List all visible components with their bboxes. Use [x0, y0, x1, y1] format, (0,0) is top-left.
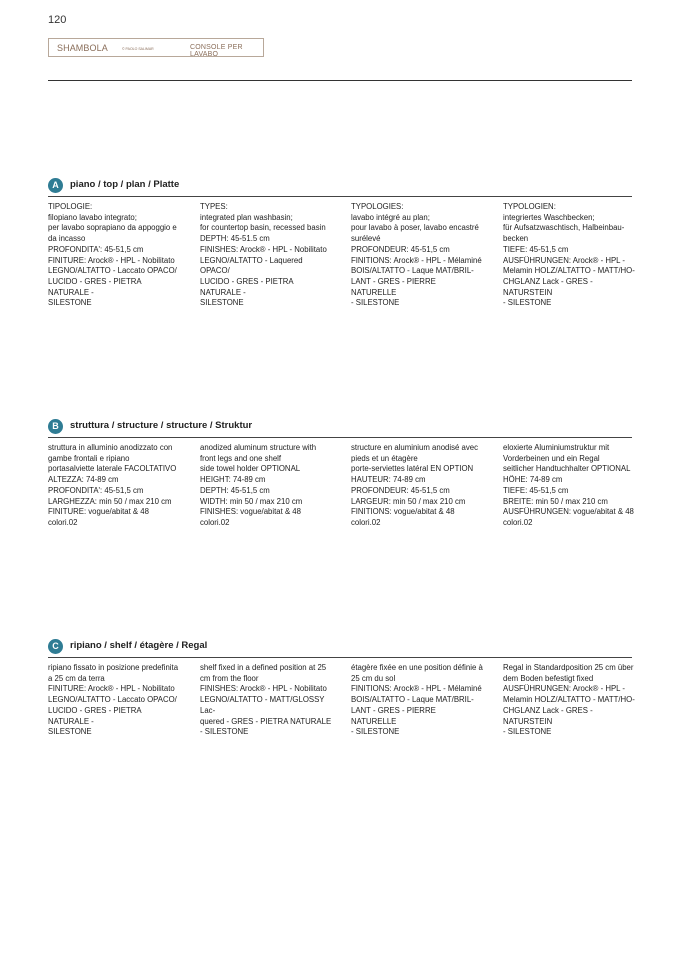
- column-english: TYPES: integrated plan washbasin; for countertop basin, recessed basin DEPTH: 45-51.5 cm FINISHES: Arock® - HPL - Nobilitato LEGNO/ALTATTO - Laquered OPACO/ LUCIDO - GRES - PIETRA NATURALE - SILESTONE: [200, 202, 327, 308]
- column-german: eloxierte Aluminiumstruktur mit Vorderbeinen und ein Regal seitlicher Handtuchhalter OPTIONAL HÖHE: 74-89 cm TIEFE: 45-51,5 cm BREITE: min 50 / max 210 cm AUSFÜHRUNGEN: vogue/abitat & 48 colori.02: [503, 443, 634, 527]
- section-badge: B: [48, 419, 63, 434]
- column-italian: TIPOLOGIE: filopiano lavabo integrato; per lavabo soprapiano da appoggio e da incasso PROFONDITA': 45-51,5 cm FINITURE: Arock® - HPL - Nobilitato LEGNO/ALTATTO - Laccato OPACO/ LUCIDO - GRES - PIETRA NATURALE - SILESTONE: [48, 202, 177, 308]
- section-title: struttura / structure / structure / Struktur: [70, 420, 253, 431]
- column-english: anodized aluminum structure with front legs and one shelf side towel holder OPTIONAL HEIGHT: 74-89 cm DEPTH: 45-51,5 cm WIDTH: min 50 / max 210 cm FINISHES: vogue/abitat & 48 colori.02: [200, 443, 317, 527]
- column-german: TYPOLOGIEN: integriertes Waschbecken; für Aufsatzwaschtisch, Halbeinbau- becken TIEFE: 45-51,5 cm AUSFÜHRUNGEN: Arock® - HPL - Melamin HOLZ/ALTATTO - MATT/HO- CHGLANZ Lack - GRES - NATURSTEIN - SILESTONE: [503, 202, 635, 308]
- column-french: structure en aluminium anodisé avec pieds et un étagère porte-serviettes latéral EN OPTION HAUTEUR: 74-89 cm PROFONDEUR: 45-51,5 cm LARGEUR: min 50 / max 210 cm FINITIONS: vogue/abitat & 48 colori.02: [351, 443, 478, 527]
- column-french: étagère fixée en une position définie à 25 cm du sol FINITIONS: Arock® - HPL - Mélaminé BOIS/ALTATTO - Laque MAT/BRIL- LANT - GRES - PIERRE NATURELLE - SILESTONE: [351, 663, 483, 737]
- section-divider: [48, 196, 632, 197]
- page-number: 120: [48, 14, 67, 26]
- section-header: [48, 178, 632, 194]
- column-italian: ripiano fissato in posizione predefinita a 25 cm da terra FINITURE: Arock® - HPL - Nobilitato LEGNO/ALTATTO - Laccato OPACO/ LUCIDO - GRES - PIETRA NATURALE - SILESTONE: [48, 663, 179, 737]
- section-title: ripiano / shelf / étagère / Regal: [70, 640, 208, 651]
- header-divider: [48, 80, 632, 81]
- section-title: piano / top / plan / Platte: [70, 179, 180, 190]
- section-shelf: [48, 639, 635, 737]
- section-divider: [48, 437, 632, 438]
- column-italian: struttura in alluminio anodizzato con gambe frontali e ripiano portasalviette laterale FACOLTATIVO ALTEZZA: 74-89 cm PROFONDITA': 45-51,5 cm LARGHEZZA: min 50 / max 210 cm FINITURE: vogue/abitat & 48 colori.02: [48, 443, 177, 527]
- section-badge: C: [48, 639, 63, 654]
- column-english: shelf fixed in a defined position at 25 cm from the floor FINISHES: Arock® - HPL - Nobilitato LEGNO/ALTATTO - MATT/GLOSSY Lac- quered - GRES - PIETRA NATURALE - SILESTONE: [200, 663, 332, 737]
- section-badge: A: [48, 178, 63, 193]
- section-divider: [48, 657, 632, 658]
- column-german: Regal in Standardposition 25 cm über dem Boden befestigt fixed AUSFÜHRUNGEN: Arock® - HPL - Melamin HOLZ/ALTATTO - MATT/HO- CHGLANZ Lack - GRES - NATURSTEIN - SILESTONE: [503, 663, 635, 737]
- section-header: [48, 419, 632, 435]
- product-header-box: [48, 38, 264, 57]
- section-header: [48, 639, 632, 655]
- column-french: TYPOLOGIES: lavabo intégré au plan; pour lavabo à poser, lavabo encastré surélevé PROFONDEUR: 45-51,5 cm FINITIONS: Arock® - HPL - Mélaminé BOIS/ALTATTO - Laque MAT/BRIL- LANT - GRES - PIERRE NATURELLE - SILESTONE: [351, 202, 482, 308]
- designer-credit: © PAOLO SALIMAR: [122, 47, 154, 51]
- section-top: [48, 178, 635, 308]
- product-name: SHAMBOLA: [57, 43, 108, 53]
- product-category: CONSOLE PER LAVABO: [190, 44, 243, 58]
- section-structure: [48, 419, 634, 527]
